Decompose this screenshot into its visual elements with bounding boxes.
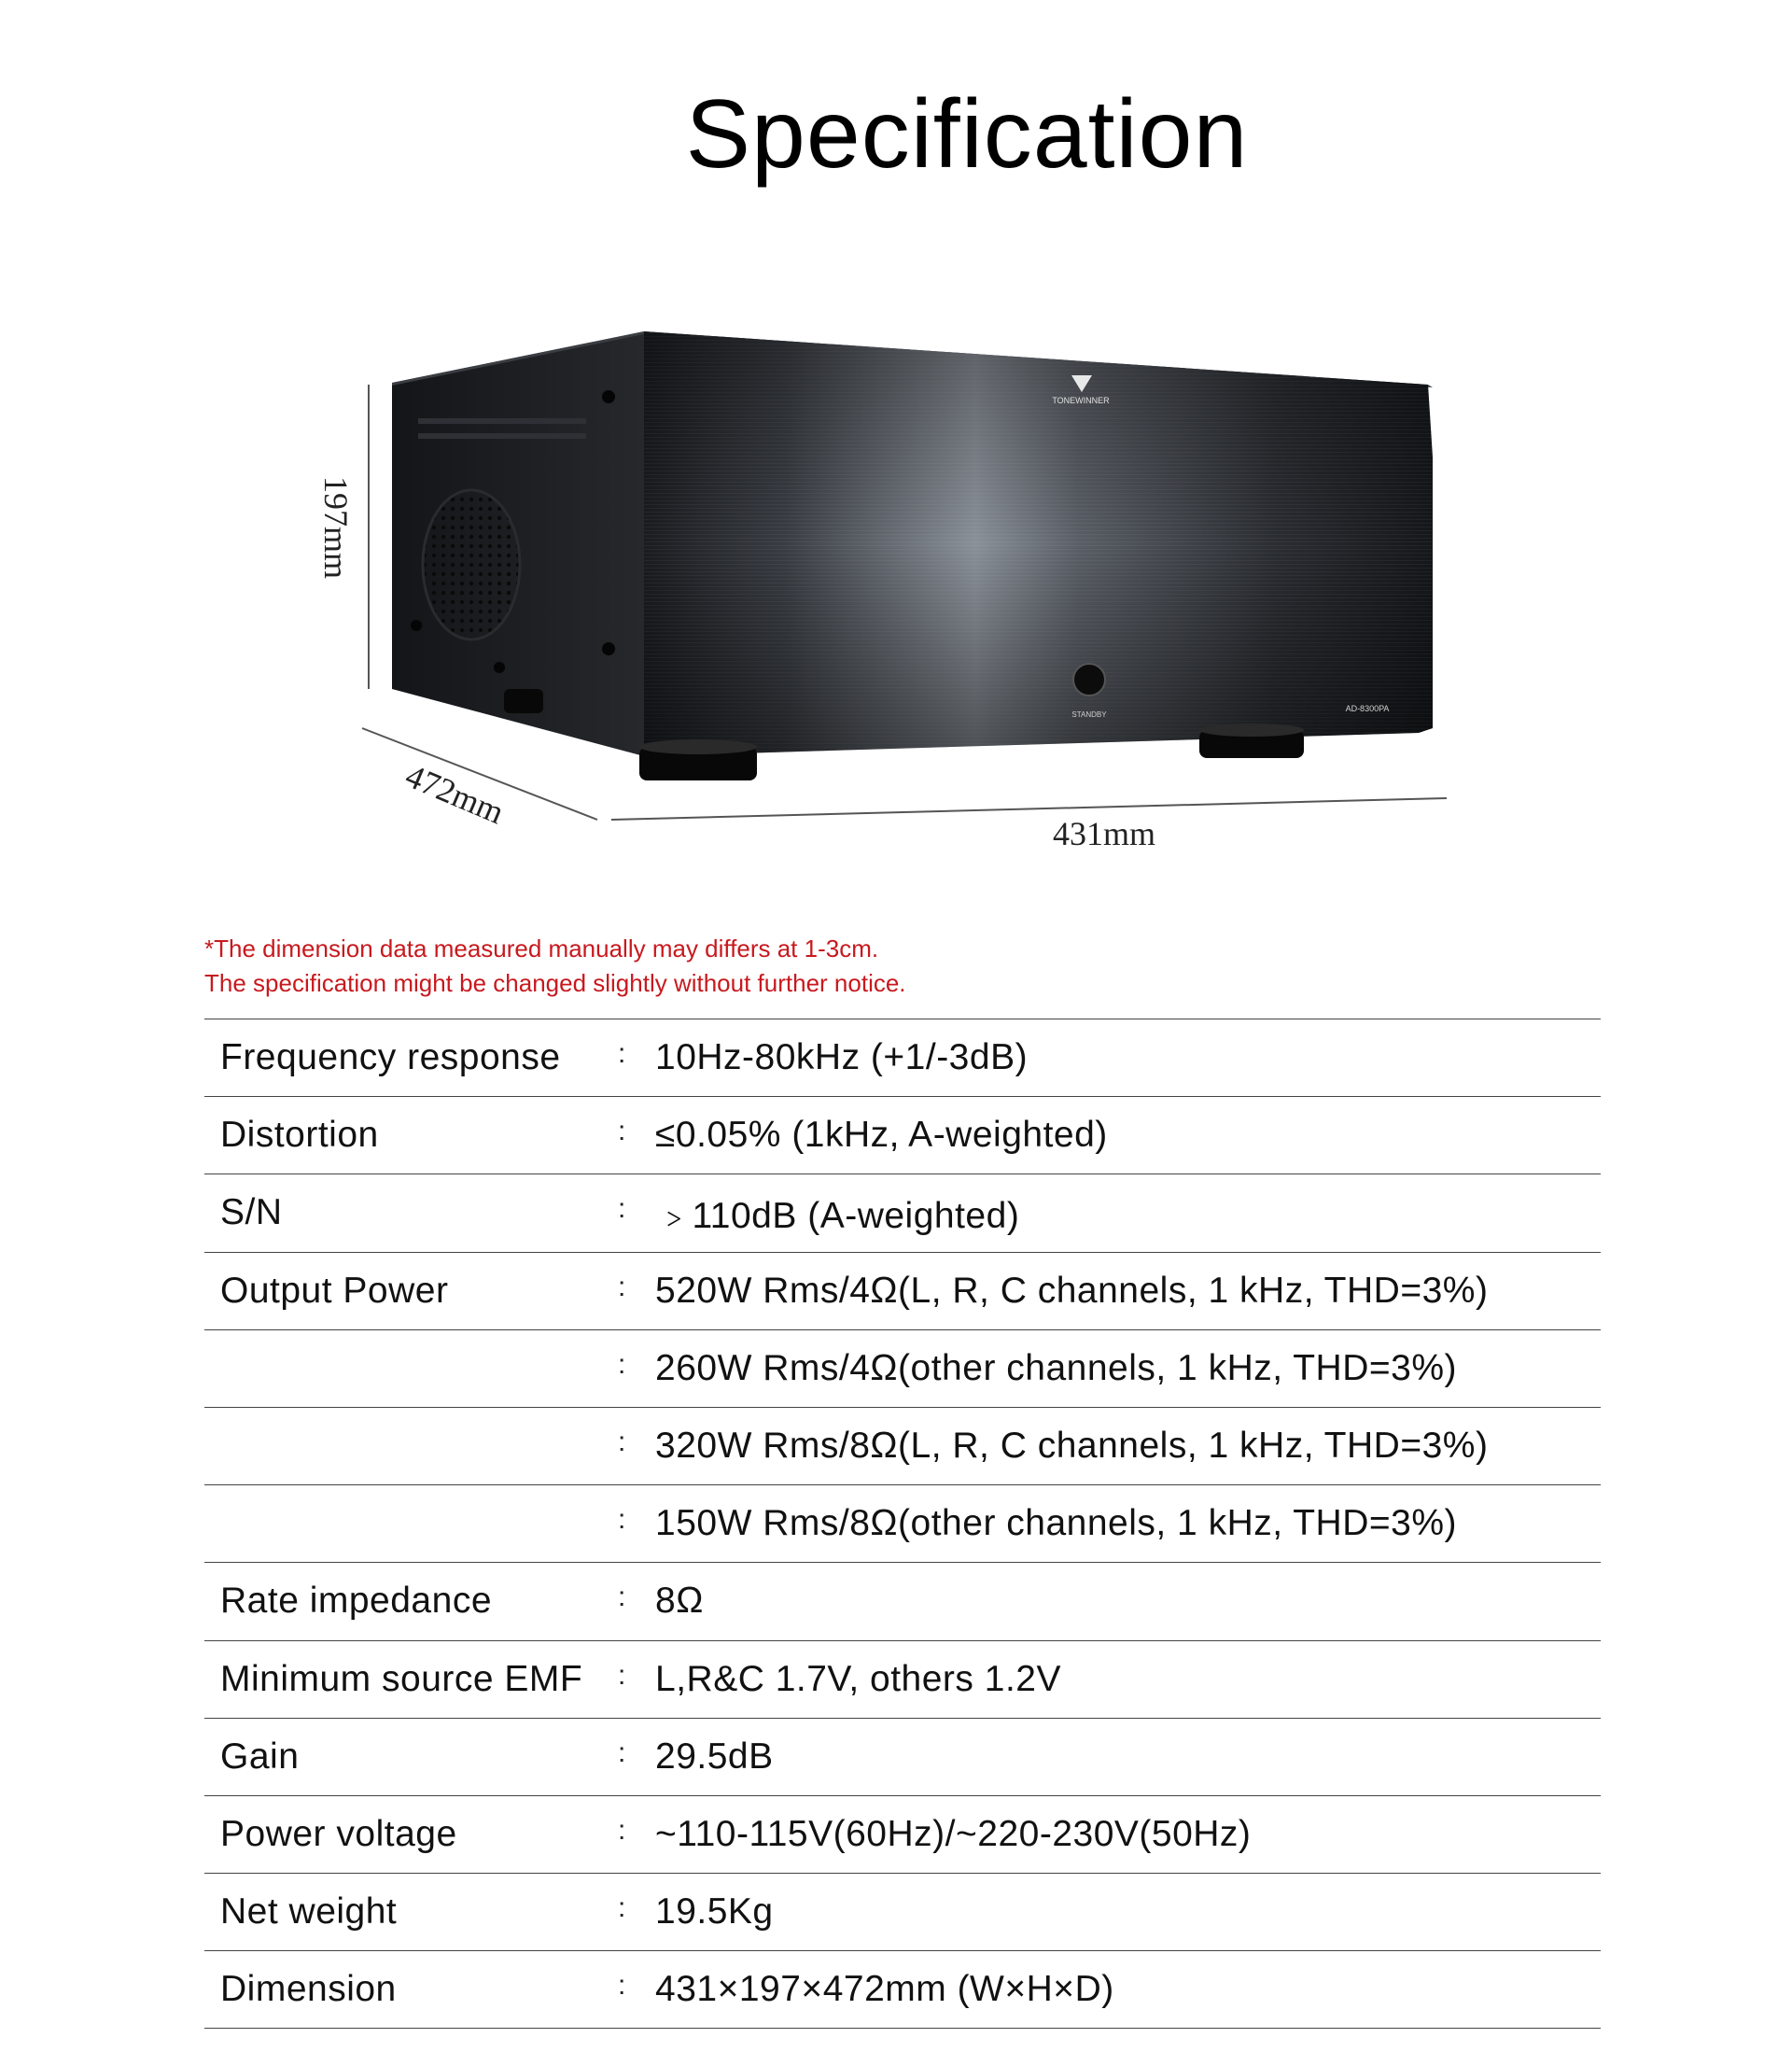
spec-row-output-power-3	[204, 1408, 1601, 1485]
spec-label: Net weight	[220, 1891, 398, 1932]
spec-value: 8Ω	[655, 1581, 704, 1622]
spec-value: L,R&C 1.7V, others 1.2V	[655, 1658, 1061, 1699]
spec-row-gain	[204, 1719, 1601, 1796]
note-line: The specification might be changed slightly without further notice.	[204, 969, 906, 997]
standby-label: STANDBY	[1071, 710, 1107, 719]
spec-row-output-power	[204, 1253, 1601, 1330]
spec-value: 520W Rms/4Ω(L, R, C channels, 1 kHz, THD=3%)	[655, 1270, 1489, 1311]
spec-row-output-power-2	[204, 1330, 1601, 1408]
amplifier-product-image	[0, 280, 1792, 878]
model-label: AD-8300PA	[1345, 704, 1390, 713]
spec-value: 29.5dB	[655, 1736, 774, 1777]
spec-value: 320W Rms/8Ω(L, R, C channels, 1 kHz, THD=3%)	[655, 1426, 1489, 1467]
width-dimension-label: 431mm	[1052, 815, 1156, 852]
standby-button	[1073, 664, 1105, 696]
vent-grille	[423, 490, 520, 639]
spec-label: Frequency response	[220, 1037, 561, 1078]
spec-value: ~110-115V(60Hz)/~220-230V(50Hz)	[655, 1813, 1252, 1854]
spec-colon: :	[618, 1348, 626, 1380]
disclaimer-notes	[204, 932, 906, 1001]
page-title: Specification	[685, 80, 1249, 189]
spec-label: Dimension	[220, 1969, 397, 2010]
spec-label: Rate impedance	[220, 1581, 493, 1622]
spec-colon: :	[618, 1426, 626, 1457]
height-dimension-label: 197mm	[317, 476, 355, 580]
spec-colon: :	[618, 1581, 626, 1613]
spec-colon: :	[618, 1038, 626, 1069]
spec-colon: :	[618, 1814, 626, 1846]
spec-value: ﹥110dB (A-weighted)	[655, 1196, 1020, 1237]
spec-colon: :	[618, 1970, 626, 2002]
spec-row-rate-impedance	[204, 1563, 1601, 1640]
spec-value: 260W Rms/4Ω(other channels, 1 kHz, THD=3%)	[655, 1347, 1457, 1388]
spec-value: 150W Rms/8Ω(other channels, 1 kHz, THD=3%)	[655, 1503, 1457, 1544]
spec-colon: :	[618, 1193, 626, 1225]
spec-value: 10Hz-80kHz (+1/-3dB)	[655, 1037, 1029, 1078]
spec-row-output-power-4	[204, 1485, 1601, 1563]
spec-label: S/N	[220, 1192, 283, 1233]
spec-label: Gain	[220, 1736, 300, 1777]
spec-label: Distortion	[220, 1115, 379, 1156]
spec-value: 19.5Kg	[655, 1891, 774, 1932]
spec-row-distortion	[204, 1097, 1601, 1174]
spec-row-dimension	[204, 1951, 1601, 2029]
spec-row-minimum-source-emf	[204, 1641, 1601, 1719]
svg-text:TONEWINNER: TONEWINNER	[1052, 396, 1110, 405]
spec-row-frequency-response	[204, 1019, 1601, 1097]
spec-row-net-weight	[204, 1874, 1601, 1951]
spec-value: 431×197×472mm (W×H×D)	[655, 1969, 1114, 2010]
spec-label: Power voltage	[220, 1813, 457, 1854]
spec-colon: :	[618, 1271, 626, 1302]
spec-label: Minimum source EMF	[220, 1658, 583, 1699]
spec-row-signal-to-noise	[204, 1174, 1601, 1252]
specification-table	[204, 1019, 1601, 2029]
spec-colon: :	[618, 1892, 626, 1924]
spec-colon: :	[618, 1736, 626, 1768]
spec-colon: :	[618, 1116, 626, 1147]
spec-colon: :	[618, 1659, 626, 1691]
spec-label: Output Power	[220, 1270, 449, 1311]
note-line: *The dimension data measured manually may differs at 1-3cm.	[204, 935, 879, 963]
spec-colon: :	[618, 1504, 626, 1536]
depth-dimension-label: 472mm	[399, 756, 510, 832]
spec-value: ≤0.05% (1kHz, A-weighted)	[655, 1115, 1108, 1156]
spec-row-power-voltage	[204, 1796, 1601, 1874]
